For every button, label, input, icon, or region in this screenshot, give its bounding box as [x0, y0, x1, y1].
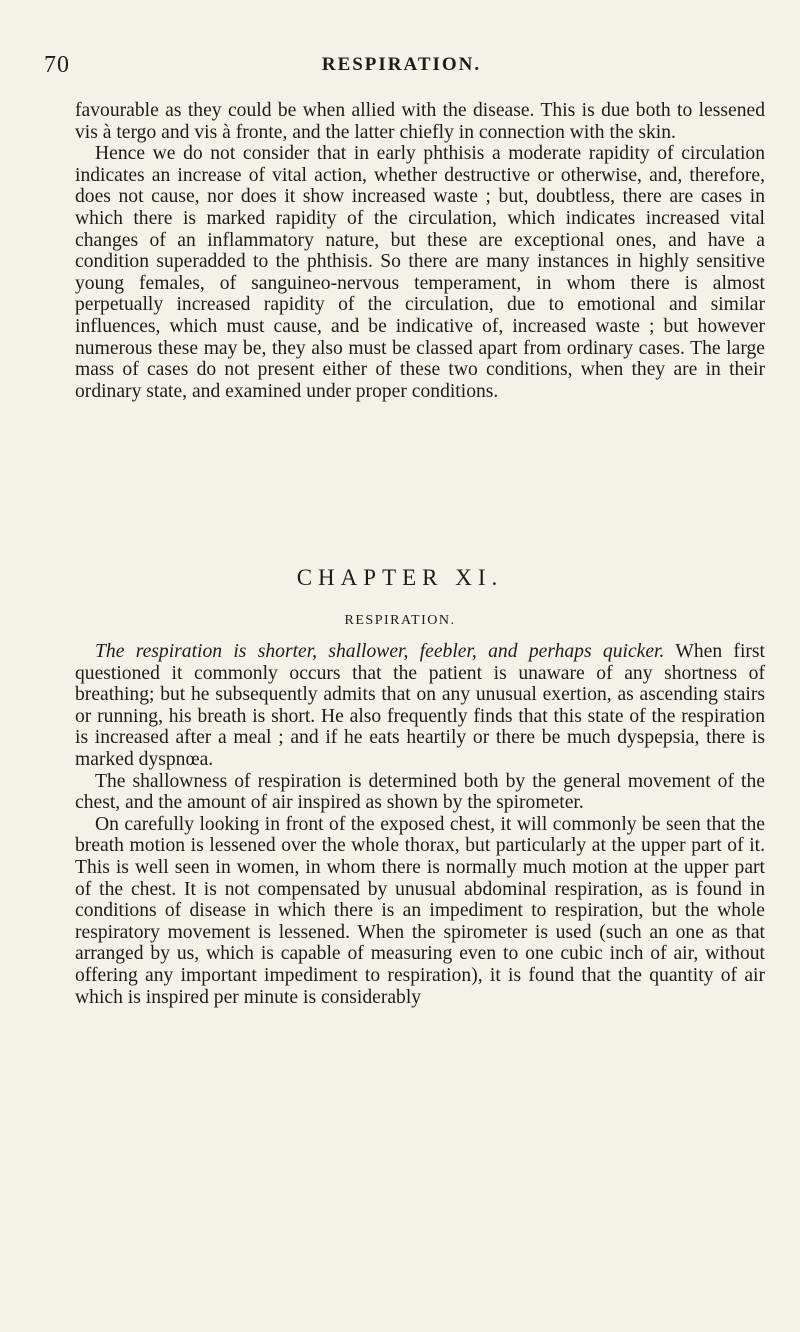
page-header	[44, 52, 759, 80]
paragraph	[75, 641, 765, 771]
text-block-bottom	[75, 641, 765, 1008]
page-number: 70	[44, 52, 70, 78]
paragraph-text: When first questioned it commonly occurs that the patient is unaware of any shortness of breathing; but he subsequently admits that on any unusual exertion, as ascending stairs or running, his breath is short. He also frequently finds that this state of the respiration is increased after a meal ; and if he eats heartily or there be much dyspepsia, there is marked dyspnœa.	[75, 641, 765, 770]
paragraph: On carefully looking in front of the exposed chest, it will commonly be seen that the breath motion is lessened over the whole thorax, but particularly at the upper part of it. This is well seen in women, in whom there is normally much motion at the upper part of the chest. It is not compensated by unusual abdominal respiration, as is found in conditions of disease in which there is an impediment to respiration, but the whole respiratory movement is lessened. When the spirometer is used (such an one as that arranged by us, which is capable of measuring even to one cubic inch of air, without offering any important impediment to respiration), it is found that the quantity of air which is inspired per minute is considerably	[75, 813, 765, 1008]
paragraph: favourable as they could be when allied with the disease. This is due both to lessened vis à tergo and vis à fronte, and the latter chiefly in connection with the skin.	[75, 100, 765, 143]
section-title: RESPIRATION.	[344, 613, 456, 628]
paragraph: The shallowness of respiration is determined both by the general movement of the chest, and the amount of air inspired as shown by the spirometer.	[75, 770, 765, 814]
chapter-title: CHAPTER XI.	[296, 565, 504, 590]
paragraph-lead: The respiration is shorter, shallower, feebler, and perhaps quicker.	[95, 641, 665, 662]
text-block-top	[75, 100, 765, 402]
paragraph: Hence we do not consider that in early phthisis a moderate rapidity of circulation indicates an increase of vital action, whether destructive or otherwise, and, therefore, does not cause, nor does it show increased waste ; but, doubtless, there are cases in which there is marked rapidity of the circulation, which indicates increased vital changes of an inflammatory nature, but these are exceptional ones, and have a condition superadded to the phthisis. So there are many instances in highly sensitive young females, of sanguineo-nervous temperament, in whom there is almost perpetually increased rapidity of the circulation, due to emotional and similar influences, which must cause, and be indicative of, increased waste ; but however numerous these may be, they also must be classed apart from ordinary cases. The large mass of cases do not present either of these two conditions, when they are in their ordinary state, and examined under proper conditions.	[75, 143, 765, 402]
running-head: RESPIRATION.	[321, 54, 482, 75]
